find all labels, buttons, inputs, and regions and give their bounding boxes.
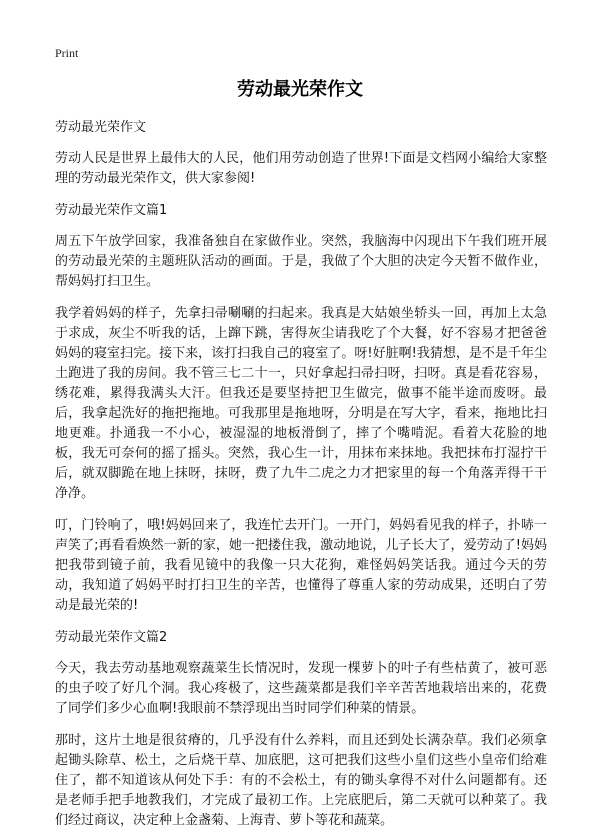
section-heading: 劳动最光荣作文篇1 [55, 203, 168, 218]
intro-paragraph: 劳动人民是世界上最伟大的人民，他们用劳动创造了世界!下面是文档网小编给大家整理的劳动最光荣作文，供大家参阅! [55, 151, 547, 186]
paragraph: 那时，这片土地是很贫瘠的，几乎没有什么养料，而且还到处长满杂草。我们必须拿起锄头除草、松土，之后烧干草、加底肥，这可把我们这些小皇们这些小皇帝们给难住了，都不知道该从何处下手：有的不会松土，有的锄头拿得不对什么问题都有。还是老师手把手地教我们，才完成了最初工作。上完底肥后，第二天就可以种菜了。我们经过商议，决定种上金盏菊、上海青、萝卜等花和蔬菜。 [55, 733, 547, 828]
page-title: 劳动最光荣作文 [237, 79, 363, 100]
section-heading: 劳动最光荣作文篇2 [55, 630, 168, 645]
paragraph: 周五下午放学回家，我准备独自在家做作业。突然，我脑海中闪现出下午我们班开展的劳动最光荣的主题班队活动的画面。于是，我做了个大胆的决定今天暂不做作业，帮妈妈打扫卫生。 [55, 234, 547, 289]
paragraph: 我学着妈妈的样子，先拿扫帚唰唰的扫起来。我真是大姑娘坐轿头一回，再加上太急于求成，灰尘不听我的话，上蹿下跳，害得灰尘请我吃了个大餐，好不容易才把爸爸妈妈的寝室扫完。接下来，该打扫我自己的寝室了。呀!好脏啊!我猜想，是不是千年尘土跑进了我的房间。我不管三七二十一，只好拿起扫帚扫呀，扫呀。真是看花容易，绣花难，累得我满头大汗。但我还是要坚持把卫生做完，做事不能半途而废呀。最后，我拿起洗好的拖把拖地。可我那里是拖地呀，分明是在写大字，看来，拖地比扫地更难。扑通我一不小心，被湿湿的地板滑倒了，摔了个嘴啃泥。看着大花脸的地板，我无可奈何的摇了摇头。突然，我心生一计，用抹布来抹地。我把抹布打湿拧干后，就双脚跪在地上抹呀，抹呀，费了九牛二虎之力才把家里的每一个角落弄得干干净净。 [55, 306, 547, 501]
document-body [55, 118, 547, 831]
paragraph: 今天，我去劳动基地观察蔬菜生长情况时，发现一棵萝卜的叶子有些枯黄了，被可恶的虫子咬了好几个洞。我心疼极了，这些蔬菜都是我们辛辛苦苦地栽培出来的，花费了同学们多少心血啊!我眼前不禁浮现出当时同学们种菜的情景。 [55, 661, 547, 716]
document-subtitle: 劳动最光荣作文 [55, 120, 147, 135]
paragraph: 叮，门铃响了，哦!妈妈回来了，我连忙去开门。一开门，妈妈看见我的样子，扑哧一声笑了;再看看焕然一新的家，她一把搂住我，激动地说，儿子长大了，爱劳动了!妈妈把我带到镜子前，我看见镜中的我像一只大花狗，难怪妈妈笑话我。通过今天的劳动，我知道了妈妈平时打扫卫生的辛苦，也懂得了尊重人家的劳动成果，还明白了劳动是最光荣的! [55, 518, 547, 613]
print-label: Print [55, 46, 79, 60]
